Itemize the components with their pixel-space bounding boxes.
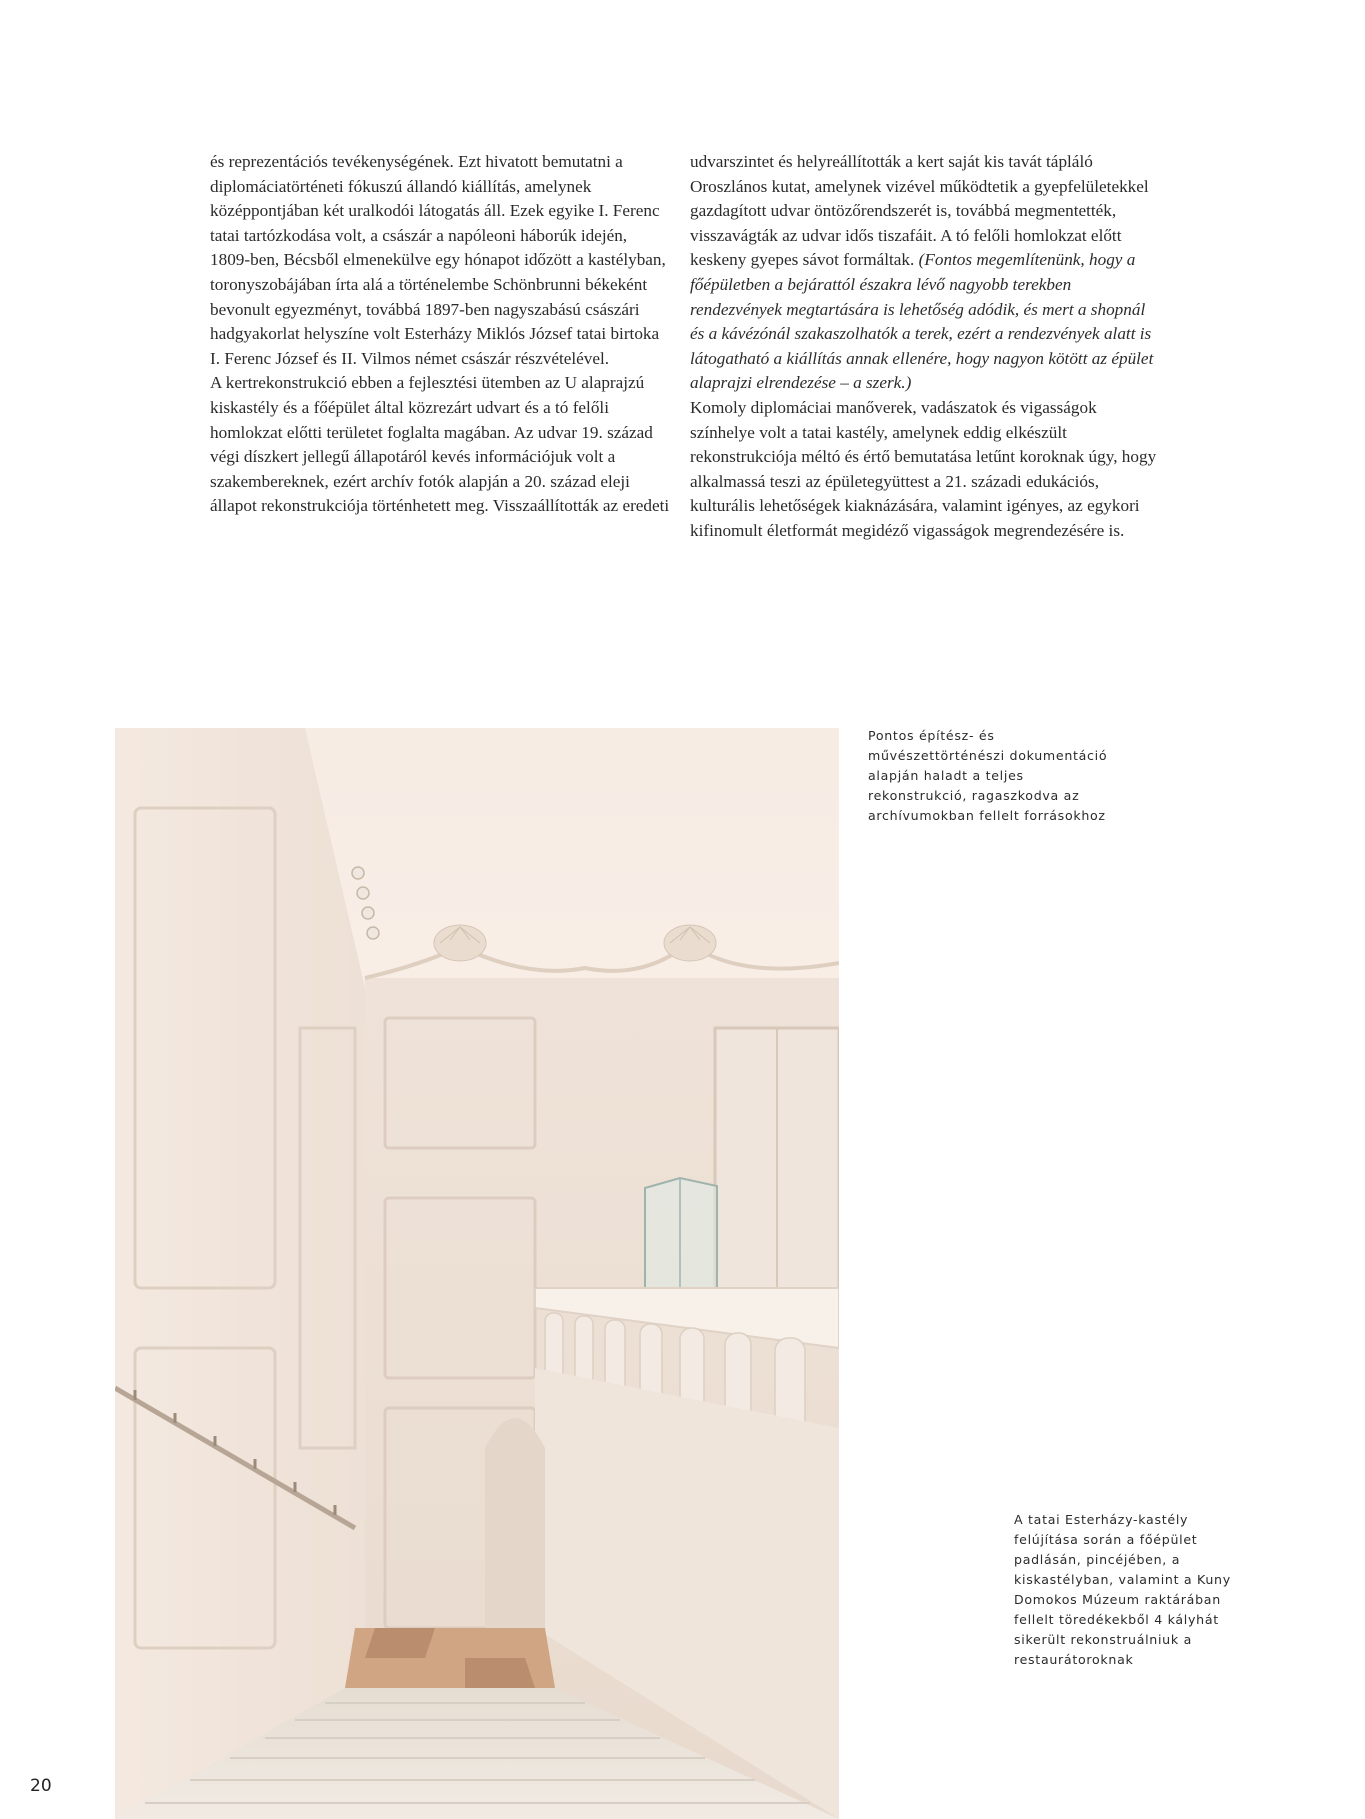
left-paragraph-2: A kertrekonstrukció ebben a fejlesztési ütemben az U alaprajzú kiskastély és a főépület által közrezárt udvart és a tó felőli homlokzat előtti területet foglalta magában. Az udvar 19. század végi díszkert jellegű állapotáról kevés információjuk volt a szakembereknek, ezért archív fotók alapján a 20. század eleji állapot rekonstrukciója történhetett meg. Visszaállították az eredeti xyxy=(210,373,670,516)
page-number: 20 xyxy=(30,1776,52,1796)
caption-bottom: A tatai Esterházy-kastély felújítása során a főépület padlásán, pincéjében, a kiskastélyban, valamint a Kuny Domokos Múzeum raktárában fellelt töredékekből 4 kályhát sikerült rekonstruálniuk a restaurátoroknak xyxy=(1014,1512,1231,1667)
staircase-illustration xyxy=(115,728,839,1819)
right-paragraph-1-text: udvarszintet és helyreállították a kert saját kis tavát tápláló Oroszlános kutat, amelynek vizével működtetik a gyepfelületekkel gazdagított udvar öntözőrendszerét is, továbbá megmentették, visszavágták az udvar idős tiszafáit. A tó felőli homlokzat előtt keskeny gyepes sávot formáltak. xyxy=(690,152,1149,270)
caption-top: Pontos építész- és művészettörténészi dokumentáció alapján haladt a teljes rekonstrukció, ragaszkodva az archívumokban fellelt forrásokhoz xyxy=(868,728,1108,823)
editor-note: (Fontos megemlítenünk, hogy a főépületben a bejárattól északra lévő nagyobb terekben rendezvények megtartására is lehetőség adódik, és mert a shopnál és a kávézónál szakaszolhatók a terek, ezért a rendezvények alatt is látogatható a kiállítás annak ellenére, hogy nagyon kötött az épület alaprajzi elrendezése – a szerk.) xyxy=(690,250,1154,393)
left-paragraph-1: és reprezentációs tevékenységének. Ezt hivatott bemutatni a diplomáciatörténeti fókuszú állandó kiállítás, amelynek középpontjában két uralkodói látogatás áll. Ezek egyike I. Ferenc tatai tartózkodása volt, a császár a napóleoni háborúk idején, 1809-ben, Bécsből elmenekülve egy hónapot időzött a kastélyban, toronyszobájában írta alá a történelembe Schönbrunni békeként bevonult egyezményt, továbbá 1897-ben nagyszabású császári hadgyakorlat helyszíne volt Esterházy Miklós József tatai birtoka I. Ferenc József és II. Vilmos német császár részvételével. xyxy=(210,152,666,368)
shell-ornament-left xyxy=(434,925,486,961)
right-paragraph-2: Komoly diplomáciai manőverek, vadászatok és vigasságok színhelye volt a tatai kastély, amelynek eddig elkészült rekonstrukciója méltó és értő bemutatása letűnt koroknak úgy, hogy alkalmassá teszi az épületegyüttest a 21. századi edukációs, kulturális lehetőségek kiaknázására, valamint igényes, az egykori kifinomult életformát megidéző vigasságok megrendezésére is. xyxy=(690,397,1157,540)
shell-ornament-right xyxy=(664,925,716,961)
staircase-photo xyxy=(115,728,839,1819)
right-paragraph-1 xyxy=(690,150,1160,396)
article-right-column xyxy=(690,150,1160,544)
article-left-column xyxy=(210,150,670,519)
